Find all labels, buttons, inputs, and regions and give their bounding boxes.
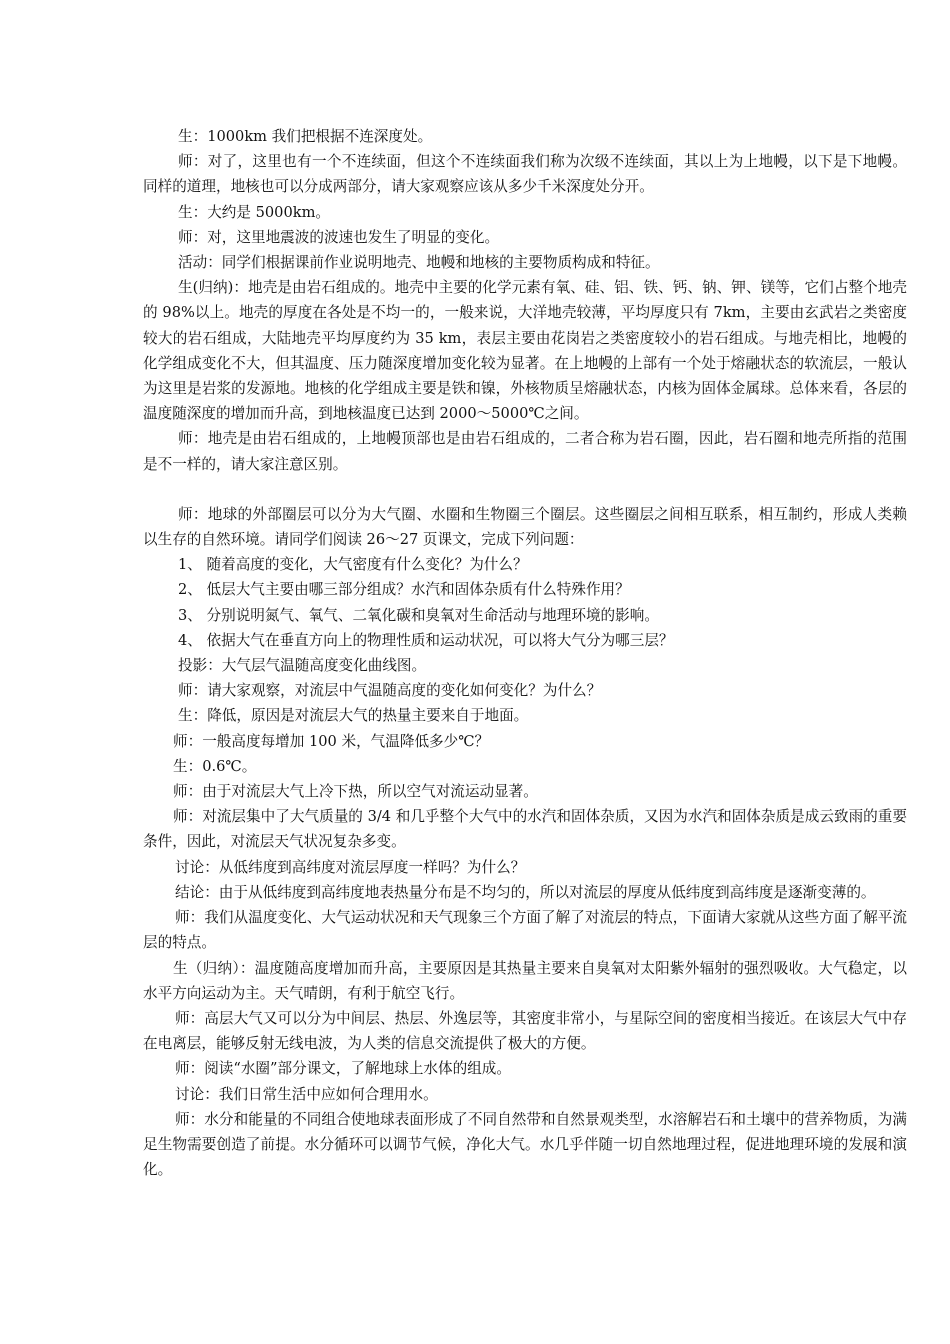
paragraph: 师：高层大气又可以分为中间层、热层、外逸层等，其密度非常小，与星际空间的密度相当接近。在该层大气中存在电离层，能够反射无线电波，为人类的信息交流提供了极大的方便。 xyxy=(143,1009,907,1053)
question-item: 3、 分别说明氮气、氧气、二氧化碳和臭氧对生命活动与地理环境的影响。 xyxy=(178,606,659,624)
paragraph: 生：0.6℃。 xyxy=(173,757,257,775)
paragraph: 生：降低，原因是对流层大气的热量主要来自于地面。 xyxy=(178,707,529,725)
document-body xyxy=(143,124,907,1182)
paragraph: 师：对了，这里也有一个不连续面，但这个不连续面我们称为次级不连续面，其以上为上地幔，以下是下地幔。同样的道理，地核也可以分成两部分，请大家观察应该从多少千米深度处分开。 xyxy=(143,153,907,196)
paragraph: 师：对流层集中了大气质量的 3/4 和几乎整个大气中的水汽和固体杂质，又因为水汽和固体杂质是成云致雨的重要条件，因此，对流层天气状况复杂多变。 xyxy=(143,808,907,851)
paragraph: 生（归纳）：温度随高度增加而升高，主要原因是其热量主要来自臭氧对太阳紫外辐射的强烈吸收。大气稳定，以水平方向运动为主。天气晴朗，有利于航空飞行。 xyxy=(143,959,907,1002)
paragraph: 结论：由于从低纬度到高纬度地表热量分布是不均匀的，所以对流层的厚度从低纬度到高纬度是逐渐变薄的。 xyxy=(175,883,876,901)
paragraph: 师：水分和能量的不同组合使地球表面形成了不同自然带和自然景观类型，水溶解岩石和土壤中的营养物质，为满足生物需要创造了前提。水分循环可以调节气候，净化大气。水几乎伴随一切自然地理过程，促进地理环境的发展和演化。 xyxy=(143,1110,907,1179)
paragraph: 师：我们从温度变化、大气运动状况和天气现象三个方面了解了对流层的特点，下面请大家就从这些方面了解平流层的特点。 xyxy=(143,909,907,952)
question-item: 1、 随着高度的变化，大气密度有什么变化？为什么？ xyxy=(178,556,528,574)
paragraph: 生：大约是 5000km。 xyxy=(178,203,331,221)
question-item: 4、 依据大气在垂直方向上的物理性质和运动状况，可以将大气分为哪三层？ xyxy=(178,631,674,649)
paragraph: 师：地球的外部圈层可以分为大气圈、水圈和生物圈三个圈层。这些圈层之间相互联系，相互制约，形成人类赖以生存的自然环境。请同学们阅读 26～27 页课文，完成下列问题： xyxy=(143,505,907,549)
paragraph: 讨论：我们日常生活中应如何合理用水。 xyxy=(175,1085,438,1103)
paragraph: 师：对，这里地震波的波速也发生了明显的变化。 xyxy=(178,228,500,246)
section-gap xyxy=(143,477,907,502)
paragraph: 投影：大气层气温随高度变化曲线图。 xyxy=(178,657,427,675)
paragraph: 师：阅读“水圈”部分课文，了解地球上水体的组成。 xyxy=(175,1060,511,1078)
paragraph: 生(归纳)：地壳是由岩石组成的。地壳中主要的化学元素有氧、硅、铝、铁、钙、钠、钾、镁等，它们占整个地壳的 98%以上。地壳的厚度在各处是不均一的，一般来说，大洋地壳较薄，平均厚度只有 7km，主要由玄武岩之类密度较大的岩石组成，大陆地壳平均厚度约为 35 km，表层主要由花岗岩之类密度较小的岩石组成。与地壳相比，地幔的化学组成变化不大，但其温度、压力随深度增加变化较为显著。在上地幔的上部有一个处于熔融状态的软流层，一般认为这里是岩浆的发源地。地核的化学组成主要是铁和镍，外核物质呈熔融状态，内核为固体金属球。总体来看，各层的温度随深度的增加而升高，到地核温度已达到 2000～5000℃之间。 xyxy=(143,279,907,423)
paragraph: 师：地壳是由岩石组成的，上地幔顶部也是由岩石组成的，二者合称为岩石圈，因此，岩石圈和地壳所指的范围是不一样的，请大家注意区别。 xyxy=(143,430,907,473)
paragraph: 讨论：从低纬度到高纬度对流层厚度一样吗？为什么？ xyxy=(175,858,526,876)
paragraph: 师：请大家观察，对流层中气温随高度的变化如何变化？为什么？ xyxy=(178,682,602,700)
paragraph: 师：由于对流层大气上冷下热，所以空气对流运动显著。 xyxy=(173,783,538,801)
question-item: 2、 低层大气主要由哪三部分组成？水汽和固体杂质有什么特殊作用？ xyxy=(178,581,630,599)
paragraph: 活动：同学们根据课前作业说明地壳、地幔和地核的主要物质构成和特征。 xyxy=(178,254,660,272)
paragraph: 师：一般高度每增加 100 米，气温降低多少℃？ xyxy=(173,732,490,750)
paragraph: 生：1000km 我们把根据不连深度处。 xyxy=(178,128,433,145)
